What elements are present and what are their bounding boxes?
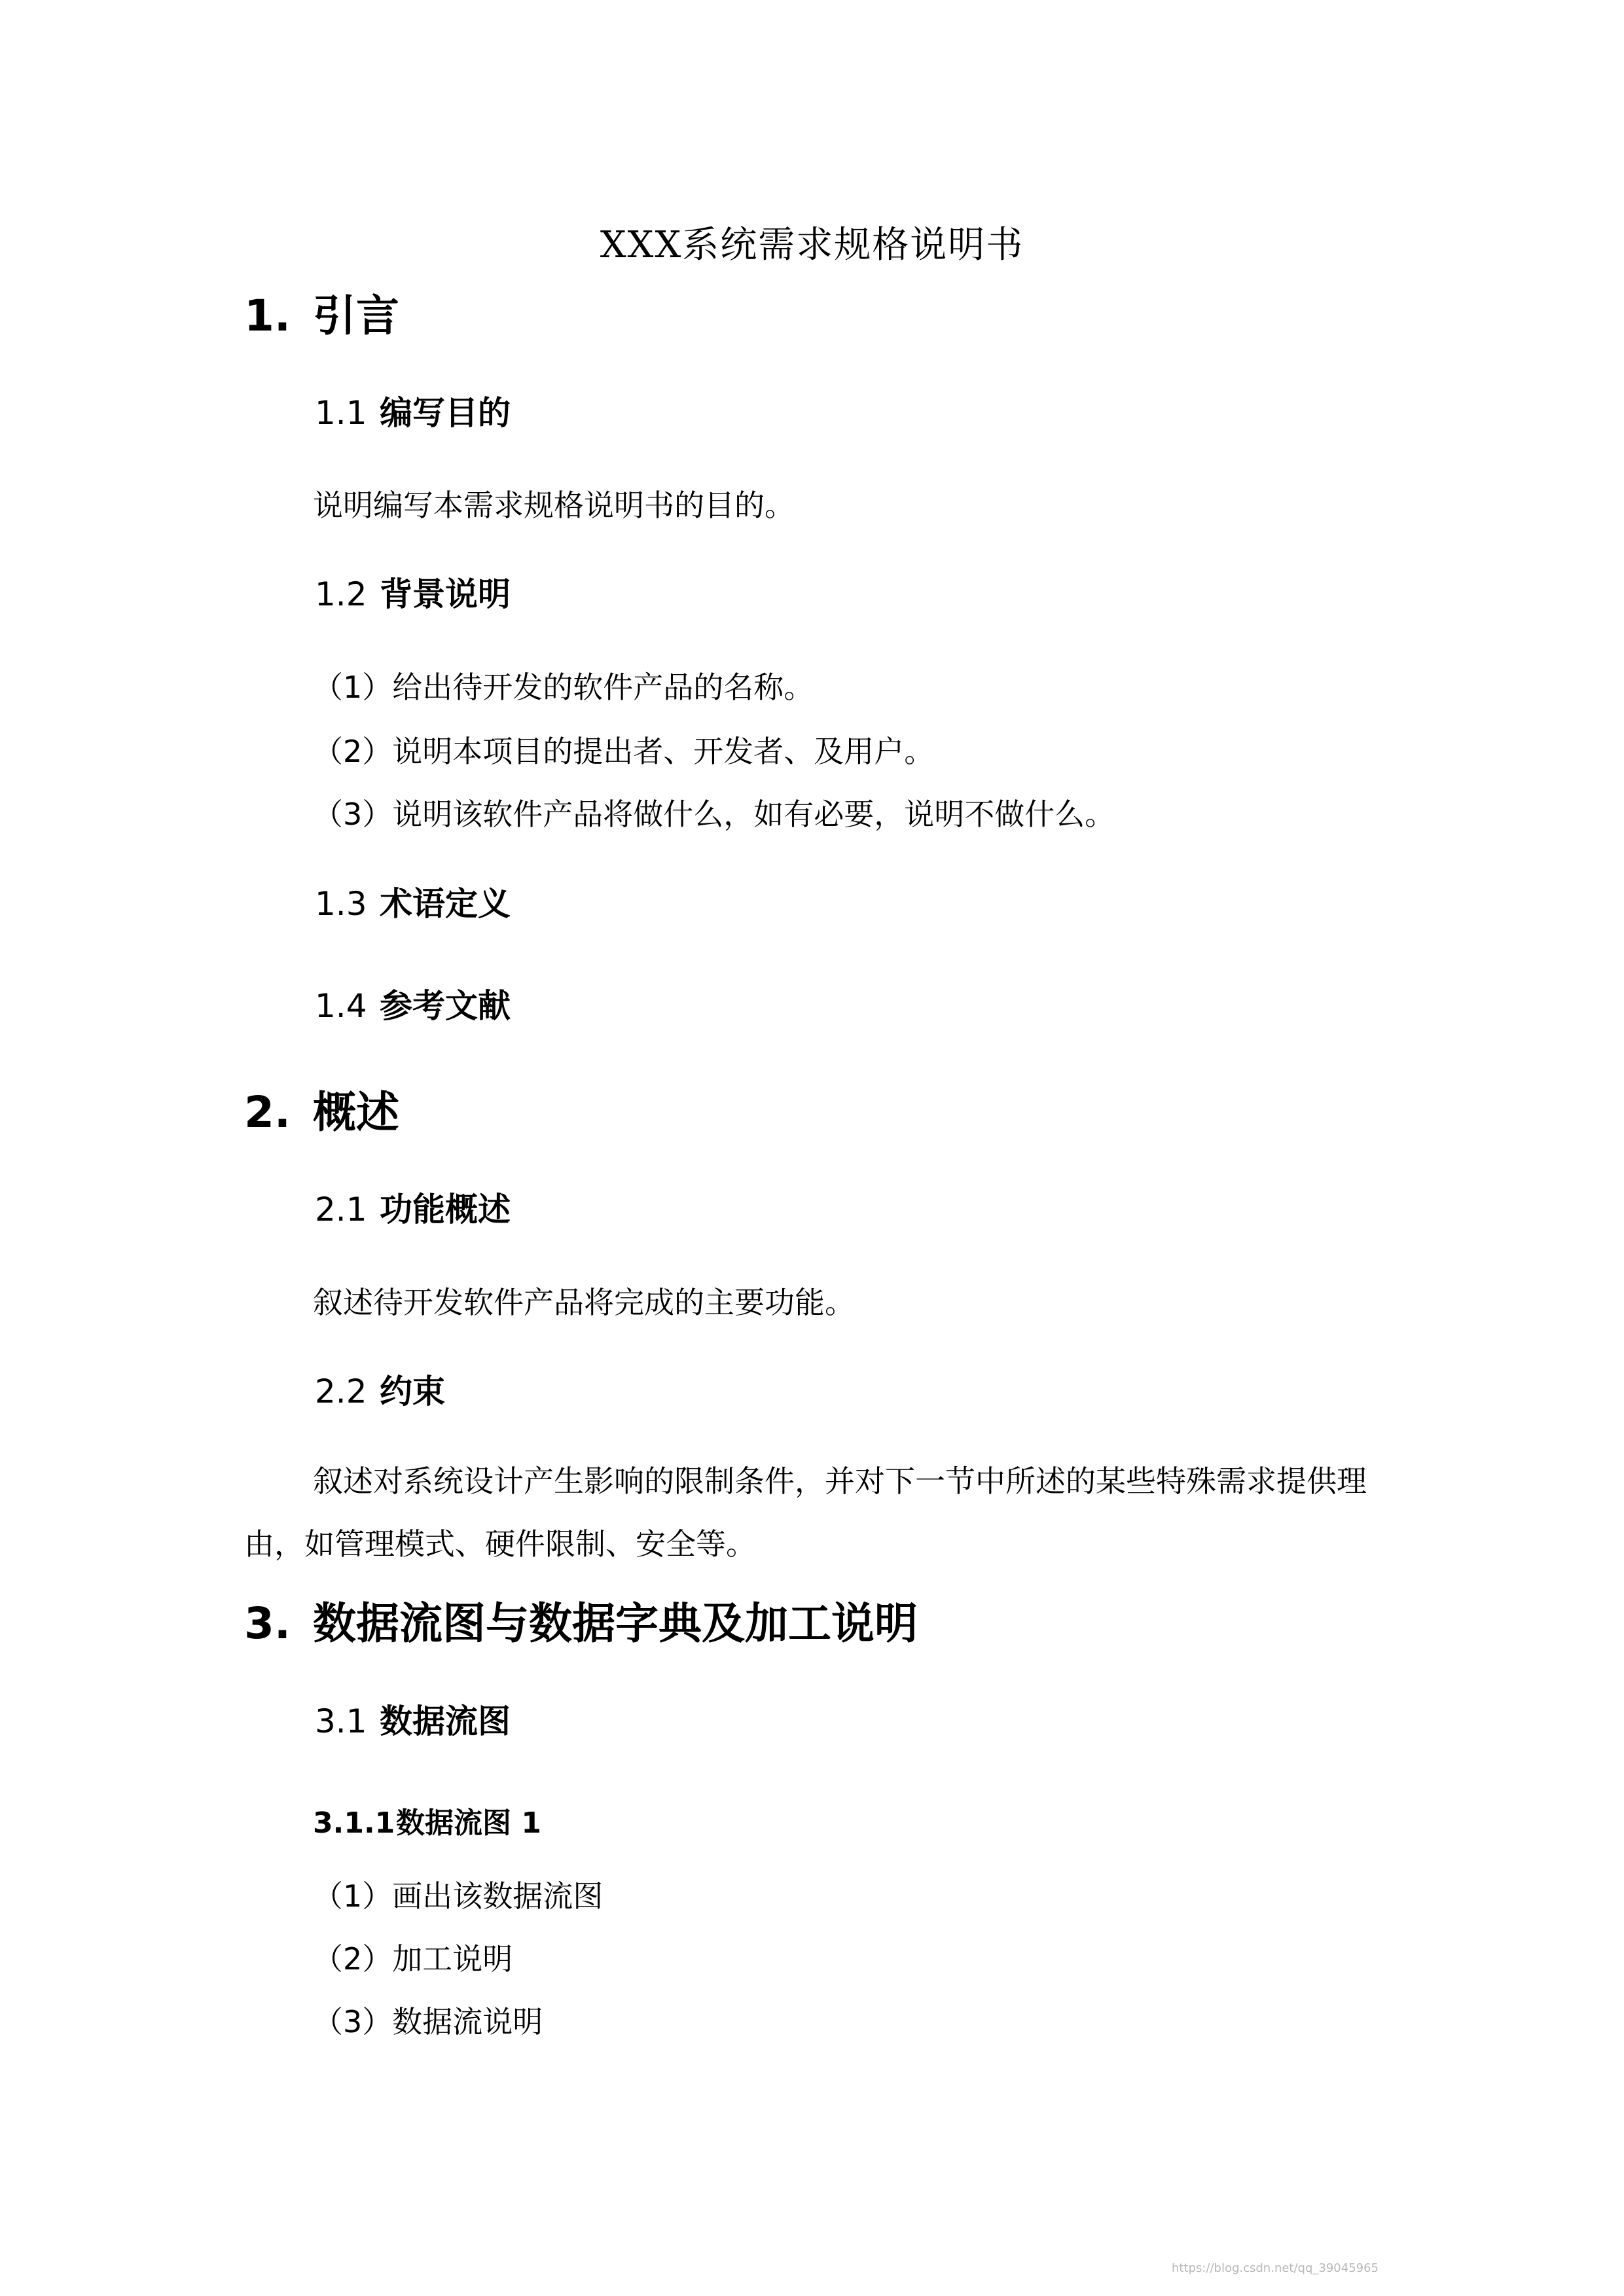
subsection-title: 术语定义 [380,885,511,923]
section-1-heading [244,287,399,346]
paragraph: 叙述对系统设计产生影响的限制条件，并对下一节中所述的某些特殊需求提供理由，如管理模式、硬件限制、安全等。 [244,1463,1367,1562]
subsection-1-1-heading [315,390,511,436]
section-title: 引言 [313,291,399,341]
subsection-number: 2.1 [315,1191,367,1229]
subsubsection-title: 数据流图 1 [396,1806,541,1840]
watermark: https://blog.csdn.net/qq_39045965 [1172,2261,1379,2275]
section-3-heading [244,1594,918,1653]
subsection-number: 3.1 [315,1702,367,1740]
paragraph: 叙述待开发软件产品将完成的主要功能。 [313,1285,855,1320]
section-number: 2. [244,1087,291,1138]
list-item: （2）加工说明 [313,1941,513,1977]
subsection-title: 编写目的 [380,394,511,432]
subsection-title: 功能概述 [380,1191,511,1229]
section-2-heading [244,1083,399,1142]
section-number: 3. [244,1598,291,1649]
subsection-number: 1.2 [315,575,367,613]
subsection-title: 参考文献 [380,987,511,1025]
list-item: （3）说明该软件产品将做什么，如有必要，说明不做什么。 [313,797,1115,832]
subsection-1-4-heading [315,983,511,1029]
section-number: 1. [244,291,291,341]
subsubsection-number: 3.1.1 [313,1806,395,1840]
subsection-1-3-heading [315,881,511,927]
subsubsection-3-1-1-heading [313,1803,541,1844]
subsection-number: 1.1 [315,394,367,432]
section-title: 数据流图与数据字典及加工说明 [313,1598,918,1649]
section-title: 概述 [313,1087,399,1138]
document-title: XXX系统需求规格说明书 [600,224,1024,266]
list-item: （2）说明本项目的提出者、开发者、及用户。 [313,734,935,769]
paragraph: 说明编写本需求规格说明书的目的。 [313,488,795,523]
subsection-title: 约束 [380,1372,445,1410]
subsection-number: 1.3 [315,885,367,923]
list-item: （3）数据流说明 [313,2004,543,2039]
subsection-2-1-heading [315,1187,511,1232]
subsection-title: 背景说明 [380,575,511,613]
subsection-2-2-heading [315,1369,445,1414]
subsection-number: 1.4 [315,987,367,1025]
list-item: （1）画出该数据流图 [313,1878,604,1914]
subsection-1-2-heading [315,571,511,617]
list-item: （1）给出待开发的软件产品的名称。 [313,670,814,705]
subsection-number: 2.2 [315,1372,367,1410]
subsection-3-1-heading [315,1698,511,1744]
subsection-title: 数据流图 [380,1702,511,1740]
